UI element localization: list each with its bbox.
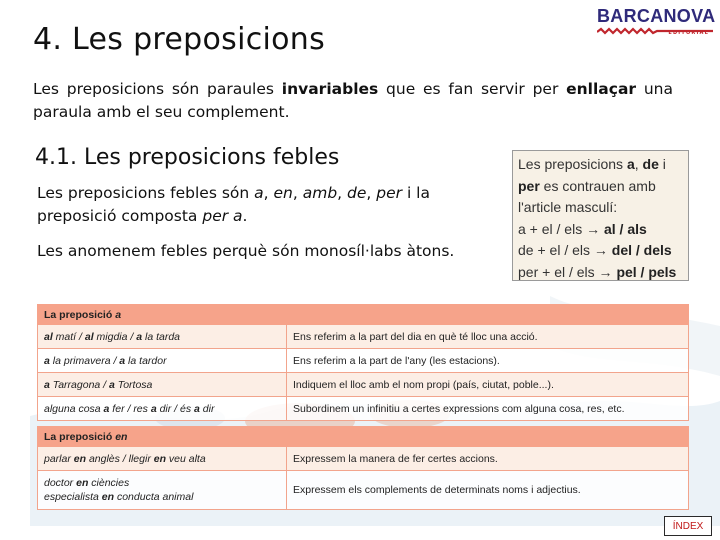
example-text: anglès / llegir: [86, 452, 154, 465]
intro-text-3: una paraula amb el seu complement.: [33, 80, 673, 121]
infobox-line: [518, 154, 683, 176]
example-text: ciències: [88, 477, 130, 489]
prep-bold: al: [84, 330, 94, 343]
para1-sep: ,: [366, 184, 377, 202]
infobox-text: ,: [634, 156, 643, 172]
index-button[interactable]: ÍNDEX: [664, 516, 712, 536]
example-text: la primavera /: [49, 354, 120, 367]
prep-de: de: [347, 184, 367, 202]
infobox-contraction-del: [518, 240, 683, 262]
table-row: [38, 349, 689, 373]
example-text: doctor: [44, 477, 77, 489]
prep-bold: a: [103, 402, 110, 415]
example-text: matí /: [52, 330, 85, 343]
table-header: [38, 427, 689, 447]
prep-bold: en: [76, 477, 89, 489]
table-header-row: [38, 427, 689, 447]
infobox-contraction-al: [518, 219, 683, 241]
para1-prefix: Les preposicions febles són: [37, 184, 255, 202]
monosyllable-paragraph: Les anomenem febles perquè són monosíl·labs àtons.: [37, 242, 455, 260]
prep-bold: en: [101, 491, 115, 503]
infobox-line: l'article masculí:: [518, 199, 618, 215]
intro-text-1: Les preposicions són paraules: [33, 80, 282, 98]
usage-example: [38, 397, 287, 421]
header-text: La preposició: [44, 308, 116, 321]
example-text: la tardor: [125, 354, 167, 367]
prep-bold: en: [153, 452, 166, 465]
example-text: Tarragona /: [49, 378, 109, 391]
infobox-prep-a: a: [626, 156, 635, 172]
para1-sep: ,: [263, 184, 274, 202]
infobox-text: Les preposicions: [518, 156, 627, 172]
intro-paragraph: [33, 78, 673, 124]
usage-explanation: Expressem els complements de determinats noms i adjectius.: [287, 471, 689, 510]
prep-amb: amb: [302, 184, 338, 202]
prep-bold: al: [44, 330, 53, 343]
preposition-a-table: [37, 304, 689, 421]
usage-example: [38, 447, 287, 471]
prep-bold: a: [119, 354, 126, 367]
header-prep: en: [115, 430, 128, 443]
example-text: parlar: [44, 452, 74, 465]
infobox-contraction-pel: [518, 262, 683, 284]
prep-bold: en: [73, 452, 87, 465]
example-text: dir: [199, 402, 215, 415]
logo-subtitle: EDITORIAL: [668, 30, 709, 36]
intro-bold-enllacar: enllaçar: [566, 80, 637, 98]
example-text: conducta animal: [114, 491, 194, 503]
infobox-result: pel / pels: [616, 263, 677, 280]
weak-prepositions-paragraph: [37, 182, 477, 228]
infobox-result: del / dels: [611, 242, 672, 258]
usage-example: [38, 373, 287, 397]
para1-middle: i la preposició composta: [37, 184, 430, 225]
infobox-result: al / als: [603, 220, 647, 237]
example-text: especialista: [44, 491, 102, 503]
prep-bold: a: [109, 378, 115, 391]
header-text: La preposició: [44, 430, 116, 443]
infobox-prep-de: de: [642, 156, 659, 172]
infobox-line: [518, 176, 683, 198]
example-text: fer / res: [109, 402, 151, 415]
example-text: veu alta: [166, 452, 206, 465]
intro-text-2: que es fan servir per: [378, 80, 567, 98]
table-row: [38, 471, 689, 510]
infobox-text: a + el / els →: [518, 220, 601, 237]
table-row: [38, 447, 689, 471]
contractions-infobox: [512, 150, 689, 281]
prep-bold: a: [44, 354, 50, 367]
usage-explanation: Expressem la manera de fer certes accions.: [287, 447, 689, 471]
infobox-text: i: [658, 156, 666, 172]
infobox-text: per + el / els →: [518, 263, 613, 280]
preposition-en-table: [37, 426, 689, 510]
example-text: Tortosa: [114, 378, 153, 391]
para1-end: .: [242, 207, 248, 225]
usage-explanation: Subordinem un infinitiu a certes expressions com alguna cosa, res, etc.: [287, 397, 689, 421]
example-text: la tarda: [142, 330, 181, 343]
table-header: [38, 305, 689, 325]
infobox-text: es contrauen amb: [539, 177, 656, 194]
usage-explanation: Ens referim a la part de l'any (les estacions).: [287, 349, 689, 373]
usage-example: [38, 325, 287, 349]
page-title: 4. Les preposicions: [33, 22, 326, 57]
usage-example: [38, 349, 287, 373]
publisher-logo: [597, 6, 716, 40]
header-prep: a: [115, 308, 122, 321]
example-text: migdia /: [93, 330, 137, 343]
table-row: [38, 325, 689, 349]
prep-per: per: [376, 184, 403, 202]
example-text: alguna cosa: [44, 402, 104, 415]
para1-sep: ,: [337, 184, 348, 202]
prep-bold: a: [194, 402, 200, 415]
prep-bold: a: [150, 402, 157, 415]
table-row: [38, 373, 689, 397]
table-row: [38, 397, 689, 421]
prep-bold: a: [136, 330, 143, 343]
logo-wordmark: BARCANOVA: [597, 6, 716, 26]
prep-en: en: [273, 184, 293, 202]
prep-per-a: per a: [202, 207, 243, 225]
infobox-text: de + el / els →: [518, 242, 608, 258]
usage-explanation: Indiquem el lloc amb el nom propi (país, ciutat, poble...).: [287, 373, 689, 397]
infobox-prep-per: per: [518, 177, 540, 194]
intro-bold-invariables: invariables: [281, 80, 379, 98]
prep-a: a: [254, 184, 264, 202]
usage-explanation: Ens referim a la part del dia en què té lloc una acció.: [287, 325, 689, 349]
example-text: dir / és: [156, 402, 195, 415]
prep-bold: a: [44, 378, 50, 391]
usage-example: [38, 471, 287, 510]
section-subtitle: 4.1. Les preposicions febles: [35, 145, 340, 170]
table-header-row: [38, 305, 689, 325]
para1-sep: ,: [292, 184, 303, 202]
